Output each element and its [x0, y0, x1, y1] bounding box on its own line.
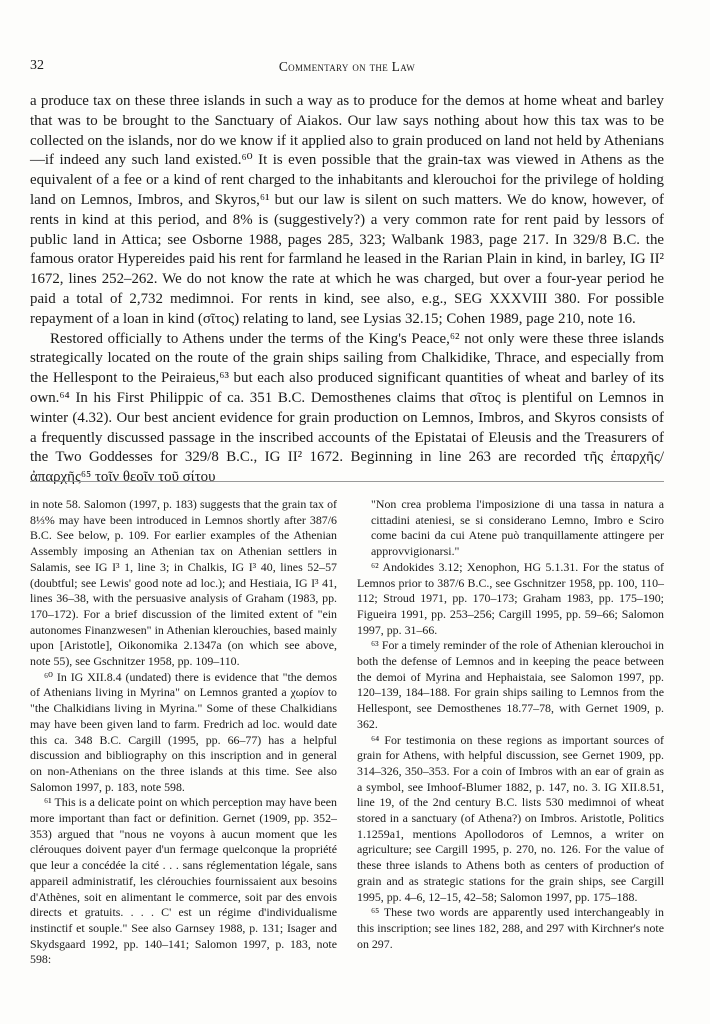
footnote-59-continued: in note 58. Salomon (1997, p. 183) suggests that the grain tax of 8⅓% may have been introduced in Lemnos shortly after 387/6 B.C. See below, p. 109. For earlier examples of the Athenian Assembly imposing an Athenian tax on Athenian settlers in Salamis, see IG I³ 1, line 3; in Chalkis, IG I³ 40, lines 52–57 (doubtful; see Lewis' good note ad loc.); and Hestiaia, IG I³ 41, lines 36–38, with the persuasive analysis of Graham (1983, pp. 170–172). For a brief discussion of the limited extent of "ein autonomes Finanzwesen" in Athenian klerouchies, based mainly upon [Aristotle], Oikonomika 2.1347a (on which see above, note 55), see Gschnitzer 1958, pp. 109–110. — [30, 497, 337, 669]
body-paragraph-2: Restored officially to Athens under the terms of the King's Peace,⁶² not only were these three islands strategically located on the route of the grain ships sailing from Chalkidike, Thrace, and especially from the Hellespont to the Peiraieus,⁶³ but each also produced significant quantities of wheat and barley of its own.⁶⁴ In his First Philippic of ca. 351 B.C. Demosthenes claims that σῖτος is plentiful on Lemnos in winter (4.32). Our best ancient evidence for grain production on Lemnos, Imbros, and Skyros consists of a frequently discussed passage in the inscribed accounts of the Epistatai of Eleusis and the Treasurers of the Two Goddesses for 329/8 B.C., IG II² 1672. Beginning in line 263 are recorded τῆς ἐπαρχῆς/ἀπαρχῆς⁶⁵ τοῖν θεοῖν τοῦ σίτου — [30, 330, 664, 486]
footnote-62: ⁶² Andokides 3.12; Xenophon, HG 5.1.31. For the status of Lemnos prior to 387/6 B.C., see Gschnitzer 1958, pp. 100, 110–112; Stroud 1971, pp. 170–173; Graham 1983, pp. 175–190; Figueira 1991, pp. 253–256; Cargill 1995, pp. 59–66; Salomon 1997, pp. 31–66. — [357, 559, 664, 637]
footnote-61-quote: "Non crea problema l'imposizione di una tassa in natura a cittadini ateniesi, se si considerano Lemno, Imbro e Sciro come bacini da cui Atene può tranquillamente attingere per approvvigionarsi." — [371, 497, 664, 559]
footnote-rule — [30, 481, 664, 482]
page-header — [30, 58, 664, 78]
page-number: 32 — [30, 58, 44, 73]
running-head: Commentary on the Law — [278, 59, 416, 74]
footnote-61: ⁶¹ This is a delicate point on which perception may have been more important than fact or definition. Gernet (1909, pp. 352–353) argued that "nous ne voyons à aucun moment que les clérouques doivent payer d'un fermage quelconque la propriété que leur a concédée la cité . . . sans réglementation légale, sans appareil administratif, les clérouchies fournissaient aux besoins d'Athènes, soit en alimentant le commerce, soit par des envois directs et gratuits. . . . C' est un régime d'individualisme instinctif et souple." See also Garnsey 1988, p. 131; Isager and Skydsgaard 1992, pp. 140–141; Salomon 1997, p. 183, note 598: — [30, 795, 337, 967]
footnote-65: ⁶⁵ These two words are apparently used interchangeably in this inscription; see lines 182, 288, and 297 with Kirchner's note on 297. — [357, 905, 664, 951]
footnote-60: ⁶⁰ In IG XII.8.4 (undated) there is evidence that "the demos of Athenians living in Myrina" on Lemnos granted a χωρίον to "the Chalkidians living in Myrina." Some of these Chalkidians may have been given land to farm. Fredrich ad loc. would date this ca. 348 B.C. Cargill (1995, pp. 66–77) has a helpful discussion and bibliography on this inscription and in general on non-Athenians on the three islands at this time. See also Salomon 1997, p. 183, note 598. — [30, 669, 337, 794]
body-paragraph-1: a produce tax on these three islands in such a way as to produce for the demos at home wheat and barley that was to be brought to the Sanctuary of Aiakos. Our law says nothing about how this tax was to be collected on the islands, nor do we know if it applied also to grain produced on land not held by Athenians—if indeed any such land existed.⁶⁰ It is even possible that the grain-tax was viewed in Athens as the equivalent of a fee or a kind of rent charged to the inhabitants and klerouchoi for the privilege of holding land on Lemnos, Imbros, and Skyros,⁶¹ but our law is silent on such matters. We do know, however, of rents in kind at this period, and 8% is (suggestively?) a very common rate for rent paid by lessors of public land in Attica; see Osborne 1988, pages 285, 323; Walbank 1983, page 217. In 329/8 B.C. the famous orator Hypereides paid his rent for farmland he leased in the Rarian Plain in kind, in barley, IG II² 1672, lines 252–262. We do not know the rate at which he was charged, but over a four-year period he paid a total of 2,732 medimnoi. For rents in kind, see also, e.g., SEG XXXVIII 380. For possible repayment of a loan in kind (σῖτος) relating to land, see Lysias 32.15; Cohen 1989, page 210, note 16. — [30, 93, 664, 327]
main-text — [30, 92, 664, 488]
footnote-64: ⁶⁴ For testimonia on these regions as important sources of grain for Athens, with helpful discussion, see Gernet 1909, pp. 314–326, 350–353. For a coin of Imbros with an ear of grain as a symbol, see Imhoof-Blumer 1882, p. 147, no. 3. IG XII.8.51, line 19, of the 2nd century B.C. lists 530 medimnoi of wheat stored in a sanctuary (of Athena?) on Imbros. Aristotle, Politics 1.1259a1, mentions Apollodoros of Lemnos, a writer on agriculture; see Cargill 1995, p. 270, no. 126. For the value of these three islands to Athens both as centers of production of grain and as strategic stations for the grain ships, see Cargill 1995, pp. 4–6, 12–15, 42–58; Salomon 1997, pp. 175–188. — [357, 732, 664, 904]
footnotes — [30, 497, 664, 987]
footnote-63: ⁶³ For a timely reminder of the role of Athenian klerouchoi in both the defense of Lemnos and in keeping the peace between the demoi of Myrina and Hephaistaia, see Salomon 1997, pp. 120–139, 184–188. For grain ships sailing to Lemnos from the Hellespont, see Demosthenes 18.77–78, with Gernet 1909, p. 362. — [357, 638, 664, 731]
